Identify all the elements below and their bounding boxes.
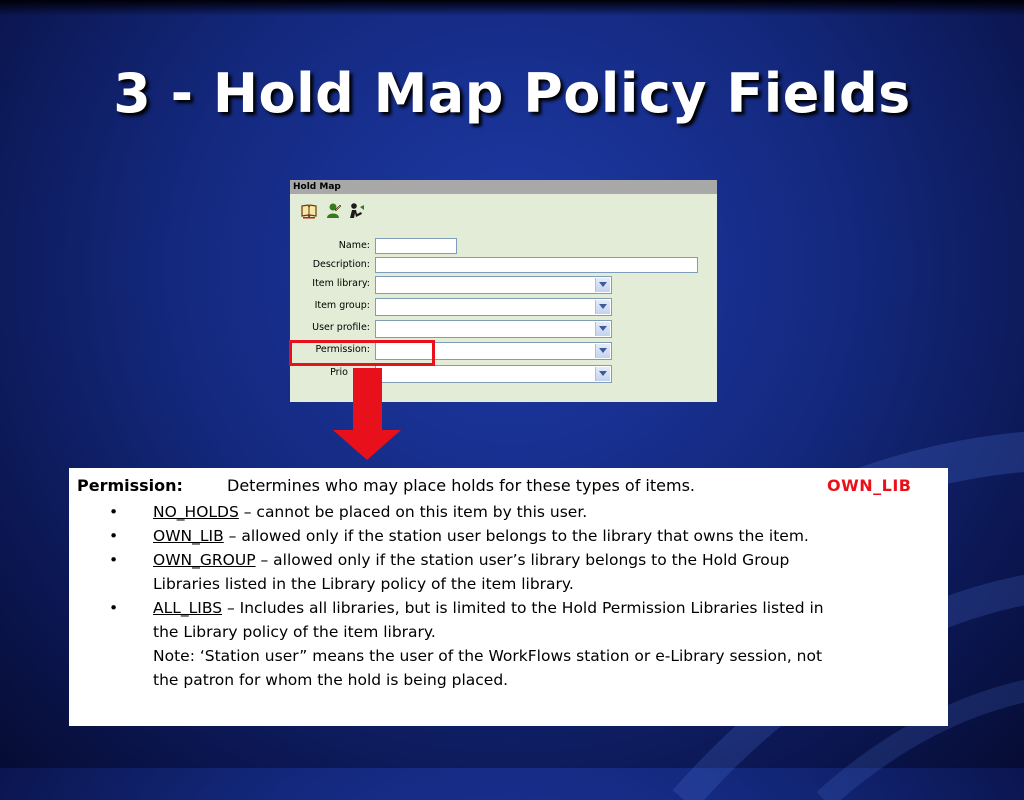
priority-select[interactable] [375,365,612,383]
priority-label: Prio [330,367,348,378]
name-row [290,238,717,256]
list-item [109,524,829,548]
user-profile-row [290,320,717,338]
permission-description-panel [69,468,948,726]
option-term: NO_HOLDS [153,503,239,521]
permission-summary: Determines who may place holds for these types of items. [227,476,695,495]
form-header: Hold Map [290,180,717,194]
item-library-row [290,276,717,294]
book-icon[interactable] [300,202,318,220]
option-text: – cannot be placed on this item by this user. [238,503,588,521]
chevron-down-icon[interactable] [595,300,610,314]
description-header [77,476,695,495]
list-item [109,596,829,692]
user-edit-icon[interactable] [324,202,342,220]
bullet-icon: • [109,551,119,569]
user-action-icon[interactable] [348,202,366,220]
option-term: ALL_LIBS [153,599,223,617]
option-text: – allowed only if the station user’s library belongs to the Hold Group Libraries listed in the Library policy of the item library. [153,551,790,593]
name-label: Name: [338,240,370,251]
option-term: OWN_GROUP [153,551,256,569]
name-input[interactable] [375,238,457,254]
bullet-icon: • [109,599,119,617]
user-profile-label: User profile: [312,322,370,333]
description-label: Description: [312,259,370,270]
permission-label: Permission: [315,344,370,355]
option-text: – allowed only if the station user belongs to the library that owns the item. [223,527,809,545]
down-arrow-icon [333,368,401,462]
option-text: – Includes all libraries, but is limited to the Hold Permission Libraries listed in the Library policy of the item library. [153,599,824,641]
item-library-select[interactable] [375,276,612,294]
user-profile-select[interactable] [375,320,612,338]
chevron-down-icon[interactable] [595,367,610,381]
description-row [290,257,717,275]
permission-heading: Permission: [77,476,183,495]
top-shadow [0,0,1024,16]
item-group-select[interactable] [375,298,612,316]
item-library-label: Item library: [312,278,370,289]
permission-options-list [109,500,829,692]
chevron-down-icon[interactable] [595,344,610,358]
option-term: OWN_LIB [153,527,224,545]
chevron-down-icon[interactable] [595,278,610,292]
bullet-icon: • [109,527,119,545]
form-toolbar [300,202,366,220]
item-group-row [290,298,717,316]
list-item [109,500,829,524]
permission-highlight-box [289,340,435,366]
option-note: Note: ‘Station user” means the user of the WorkFlows station or e-Library session, not the patron for whom the hold is being placed. [153,647,823,689]
description-input[interactable] [375,257,698,273]
default-value: OWN_LIB [827,476,912,495]
bullet-icon: • [109,503,119,521]
slide-title: 3 - Hold Map Policy Fields [113,62,911,125]
list-item [109,548,829,596]
item-group-label: Item group: [314,300,370,311]
chevron-down-icon[interactable] [595,322,610,336]
